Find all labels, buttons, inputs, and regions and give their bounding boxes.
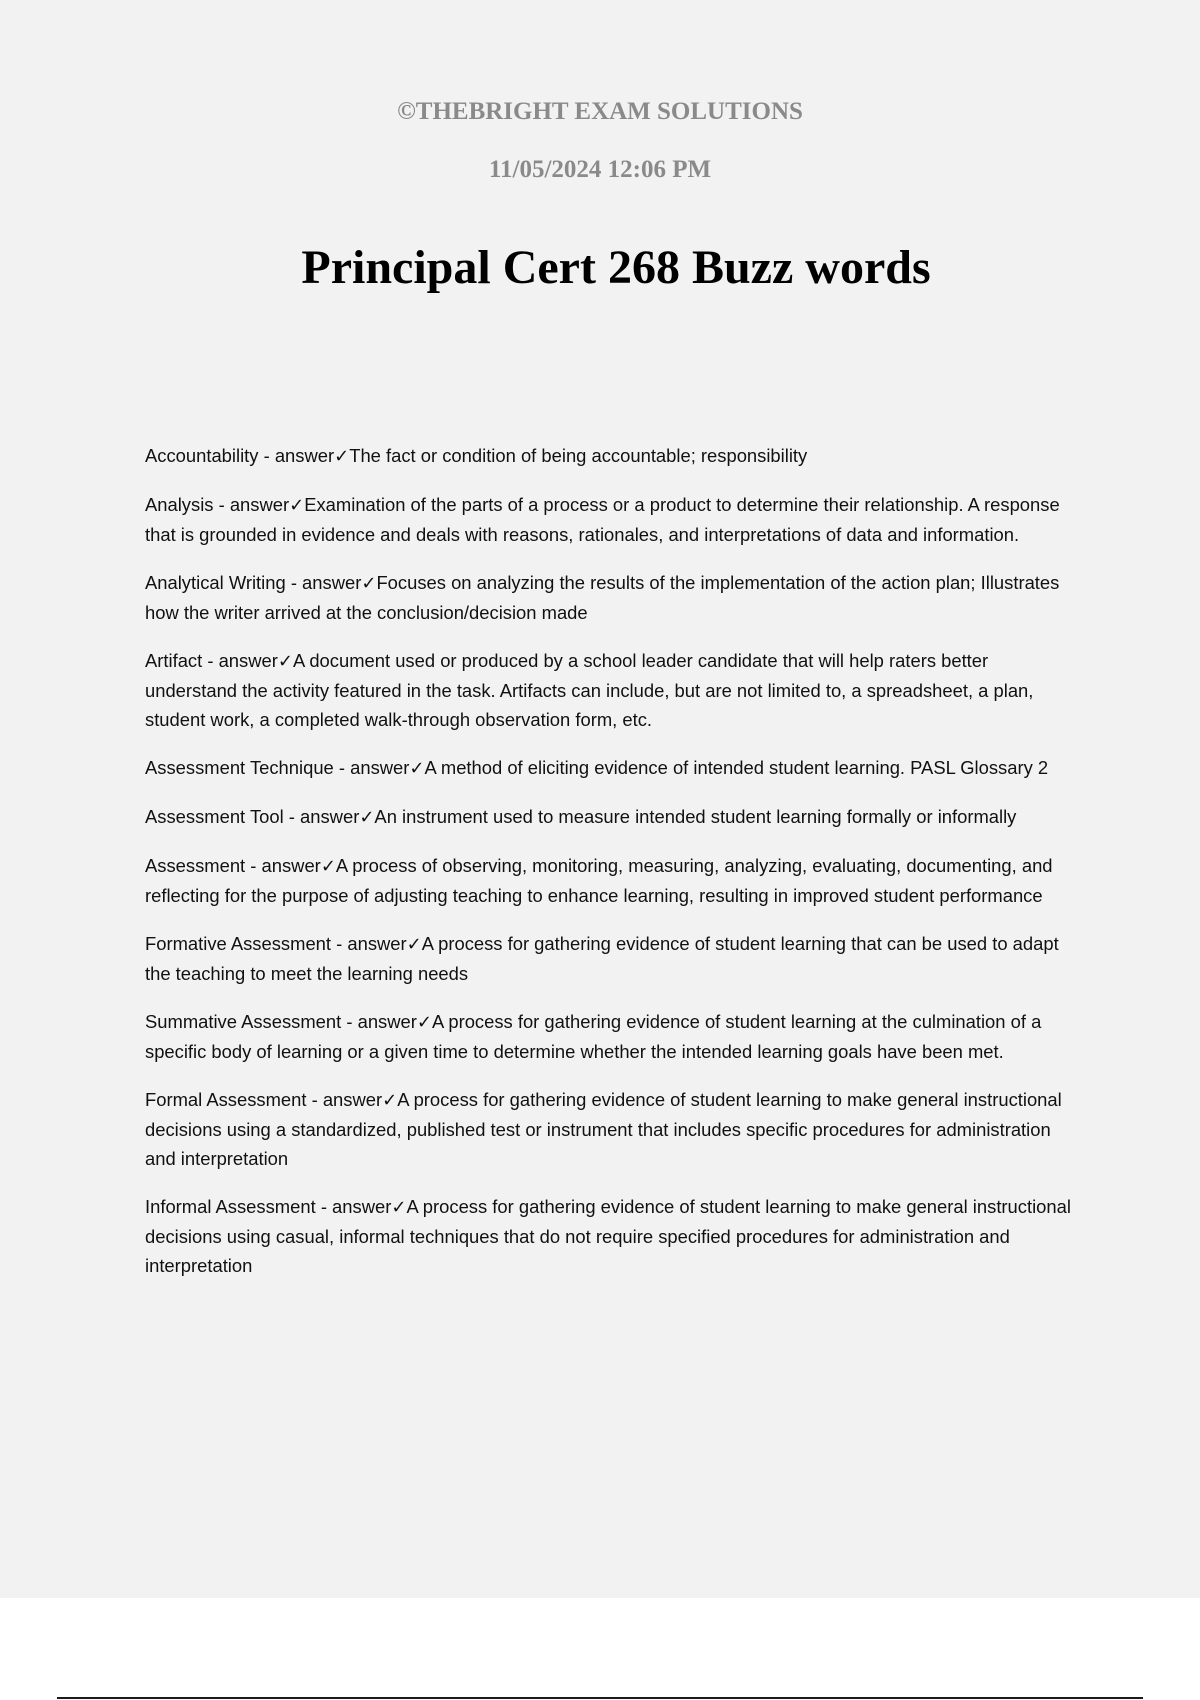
entry-separator: - answer <box>245 855 321 876</box>
check-icon: ✓ <box>334 446 350 467</box>
entry-definition: A process for gathering evidence of student learning at the culmination of a specific body of learning or a given time to determine whether the intended learning goals have been met. <box>145 1011 1042 1062</box>
entry-term: Summative Assessment <box>145 1011 342 1032</box>
glossary-entry <box>145 1085 1085 1173</box>
glossary-entry <box>145 490 1085 549</box>
glossary-list <box>145 441 1085 1299</box>
watermark-brand: ©THEBRIGHT EXAM SOLUTIONS <box>397 98 803 125</box>
check-icon: ✓ <box>416 1012 432 1033</box>
entry-definition: Focuses on analyzing the results of the implementation of the action plan; Illustrates how the writer arrived at the conclusion/decision made <box>145 572 1060 623</box>
entry-term: Assessment Technique <box>145 757 334 778</box>
glossary-entry <box>145 1192 1085 1280</box>
entry-separator: - answer <box>258 445 335 466</box>
entry-separator: - answer <box>315 1196 392 1217</box>
document-datetime: 11/05/2024 12:06 PM <box>488 156 712 183</box>
check-icon: ✓ <box>409 758 425 779</box>
entry-term: Accountability <box>145 445 259 466</box>
entry-term: Assessment <box>145 855 246 876</box>
glossary-entry <box>145 753 1085 783</box>
check-icon: ✓ <box>359 807 375 828</box>
entry-separator: - answer <box>306 1089 383 1110</box>
glossary-entry <box>145 929 1085 988</box>
entry-term: Formal Assessment <box>145 1089 307 1110</box>
glossary-entry <box>145 568 1085 627</box>
entry-definition: A document used or produced by a school leader candidate that will help raters better understand the activity featured in the task. Artifacts can include, but are not limited to, a spreadsheet, a plan, student work, a completed walk-through observation form, etc. <box>145 650 1034 730</box>
entry-separator: - answer <box>285 572 362 593</box>
entry-term: Analytical Writing <box>145 572 286 593</box>
entry-term: Assessment Tool <box>145 806 284 827</box>
page-title: Principal Cert 268 Buzz words <box>301 241 931 294</box>
entry-separator: - answer <box>213 494 290 515</box>
glossary-entry <box>145 851 1085 910</box>
check-icon: ✓ <box>406 934 422 955</box>
entry-separator: - answer <box>283 806 360 827</box>
entry-term: Artifact <box>145 650 203 671</box>
glossary-entry <box>145 1007 1085 1066</box>
glossary-entry <box>145 802 1085 832</box>
entry-definition: Examination of the parts of a process or a product to determine their relationship. A response that is grounded in evidence and deals with reasons, rationales, and interpretations of data and information. <box>145 494 1060 545</box>
glossary-entry <box>145 441 1085 471</box>
entry-term: Formative Assessment <box>145 933 332 954</box>
entry-definition: The fact or condition of being accountable; responsibility <box>349 445 808 466</box>
check-icon: ✓ <box>289 495 305 516</box>
entry-definition: A method of eliciting evidence of intended student learning. PASL Glossary 2 <box>424 757 1049 778</box>
entry-separator: - answer <box>202 650 278 671</box>
check-icon: ✓ <box>361 573 377 594</box>
check-icon: ✓ <box>277 651 293 672</box>
entry-definition: A process for gathering evidence of student learning to make general instructional decisions using a standardized, published test or instrument that includes specific procedures for administration and interpretation <box>145 1089 1062 1169</box>
check-icon: ✓ <box>382 1090 398 1111</box>
entry-separator: - answer <box>331 933 407 954</box>
check-icon: ✓ <box>320 856 336 877</box>
entry-separator: - answer <box>341 1011 417 1032</box>
entry-definition: A process for gathering evidence of student learning to make general instructional decisions using casual, informal techniques that do not require specified procedures for administration and interpretation <box>145 1196 1071 1276</box>
entry-definition: An instrument used to measure intended student learning formally or informally <box>374 806 1017 827</box>
entry-definition: A process for gathering evidence of student learning that can be used to adapt the teaching to meet the learning needs <box>145 933 1059 984</box>
page-divider <box>57 1697 1143 1699</box>
entry-definition: A process of observing, monitoring, measuring, analyzing, evaluating, documenting, and reflecting for the purpose of adjusting teaching to enhance learning, resulting in improved student performance <box>145 855 1053 906</box>
check-icon: ✓ <box>391 1197 407 1218</box>
entry-term: Informal Assessment <box>145 1196 316 1217</box>
entry-term: Analysis <box>145 494 214 515</box>
entry-separator: - answer <box>333 757 410 778</box>
glossary-entry <box>145 646 1085 734</box>
